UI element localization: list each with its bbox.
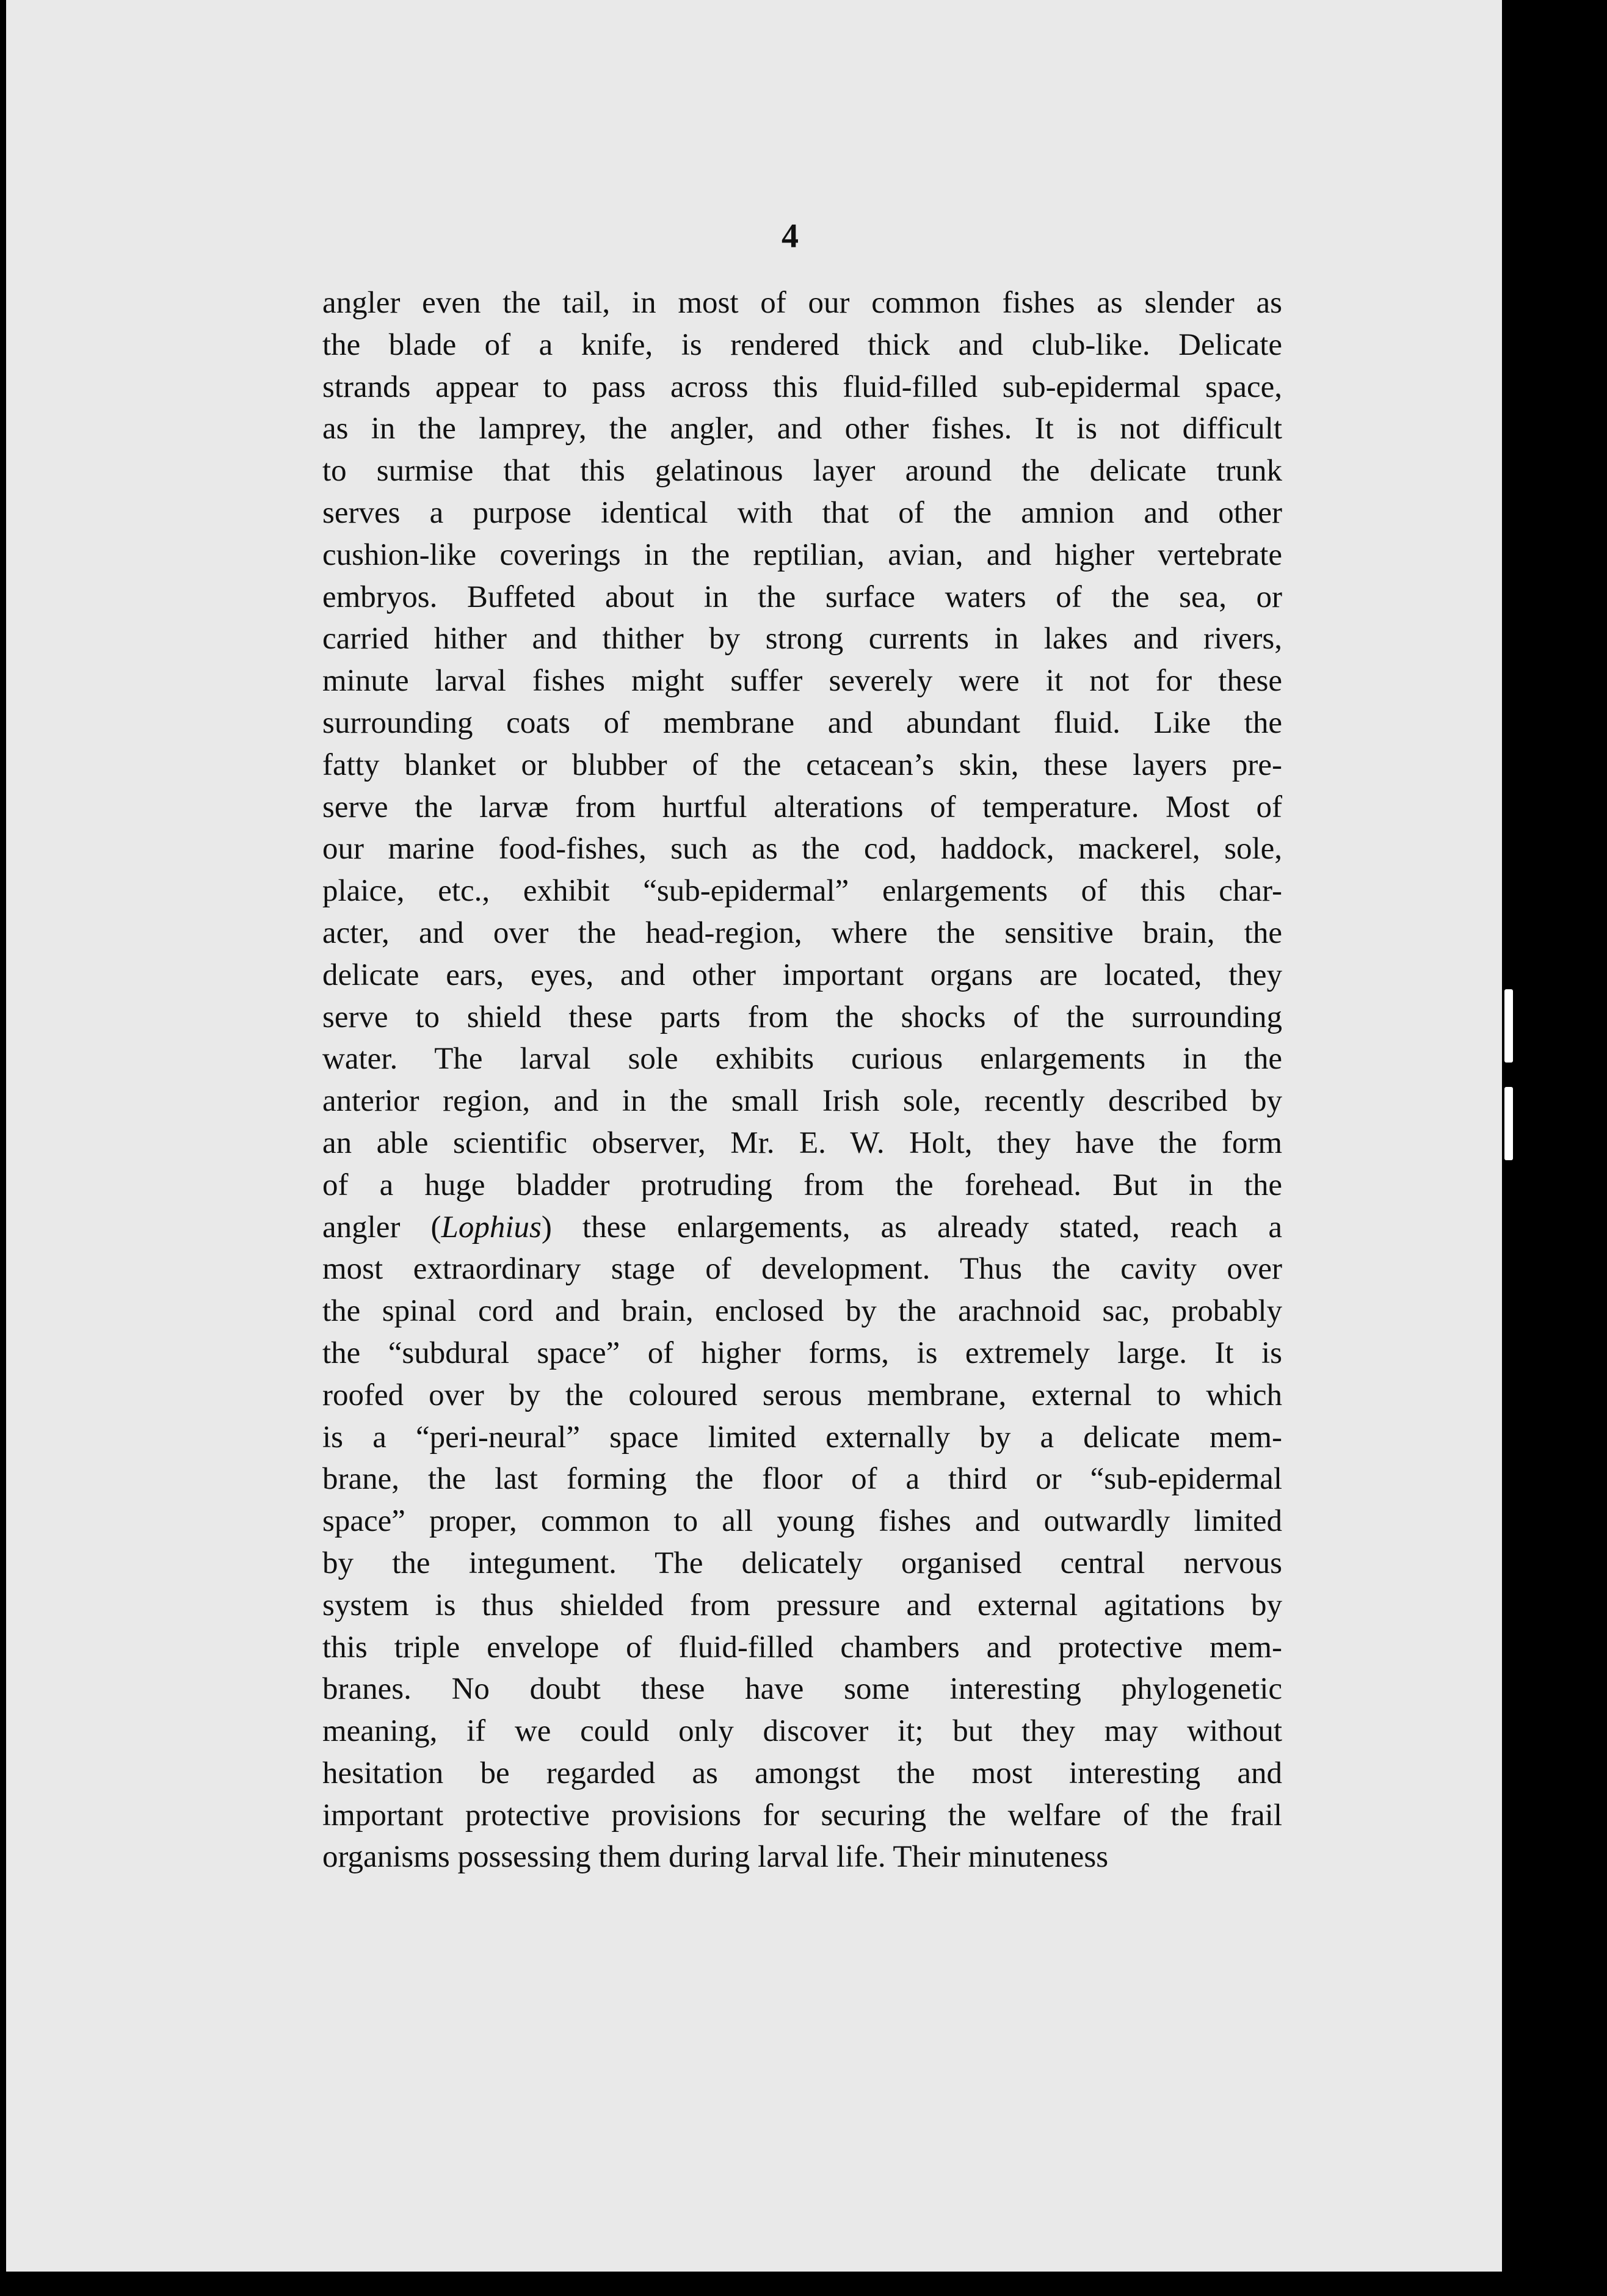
text-line: serve to shield these parts from the shocks of the surrounding: [322, 1000, 1282, 1034]
scan-bottom-border: [0, 2272, 1607, 2296]
text-line: system is thus shielded from pressure and external agitations by: [322, 1588, 1282, 1622]
text-line: organisms possessing them during larval life. Their minuteness: [322, 1840, 1109, 1875]
text-line: is a “peri-neural” space limited externally by a delicate mem-: [322, 1420, 1282, 1455]
text-line: embryos. Buffeted about in the surface waters of the sea, or: [322, 579, 1282, 614]
text-line: strands appear to pass across this fluid-filled sub-epidermal space,: [322, 369, 1282, 404]
text-line: water. The larval sole exhibits curious enlargements in the: [322, 1042, 1282, 1077]
text-line: surrounding coats of membrane and abundant fluid. Like the: [322, 705, 1282, 740]
scan-artifact: [1504, 989, 1513, 1063]
text-line: the “subdural space” of higher forms, is extremely large. It is: [322, 1335, 1282, 1370]
text-line: hesitation be regarded as amongst the most interesting and: [322, 1756, 1282, 1790]
text-line: the spinal cord and brain, enclosed by the arachnoid sac, probably: [322, 1294, 1282, 1329]
text-line: plaice, etc., exhibit “sub-epidermal” enlargements of this char-: [322, 874, 1282, 909]
text-line: cushion-like coverings in the reptilian, avian, and higher vertebrate: [322, 537, 1282, 572]
text-line: our marine food-fishes, such as the cod, haddock, mackerel, sole,: [322, 832, 1282, 866]
text-line: roofed over by the coloured serous membrane, external to which: [322, 1378, 1282, 1412]
text-line: minute larval fishes might suffer severely were it not for these: [322, 664, 1282, 699]
text-line: to surmise that this gelatinous layer around the delicate trunk: [322, 454, 1282, 489]
text-line: space” proper, common to all young fishes and outwardly limited: [322, 1504, 1282, 1539]
italic-genus-name: Lophius: [441, 1210, 542, 1244]
text-line: meaning, if we could only discover it; but they may without: [322, 1714, 1282, 1749]
text-line: carried hither and thither by strong currents in lakes and rivers,: [322, 622, 1282, 656]
text-line: fatty blanket or blubber of the cetacean’s skin, these layers pre-: [322, 747, 1282, 782]
text-line: most extraordinary stage of development. Thus the cavity over: [322, 1252, 1282, 1287]
text-line: angler even the tail, in most of our common fishes as slender as: [322, 286, 1282, 320]
text-line: the blade of a knife, is rendered thick and club-like. Delicate: [322, 327, 1282, 362]
body-text: [322, 282, 1282, 1878]
text-line: serves a purpose identical with that of the amnion and other: [322, 495, 1282, 530]
scanned-page: [6, 0, 1502, 2272]
text-line: of a huge bladder protruding from the forehead. But in the: [322, 1168, 1282, 1202]
text-line: an able scientific observer, Mr. E. W. Holt, they have the form: [322, 1125, 1282, 1160]
text-line: acter, and over the head-region, where the sensitive brain, the: [322, 915, 1282, 950]
text-line: as in the lamprey, the angler, and other fishes. It is not difficult: [322, 412, 1282, 446]
text-line: angler (Lophius) these enlargements, as already stated, reach a: [322, 1210, 1282, 1244]
text-line: branes. No doubt these have some interesting phylogenetic: [322, 1672, 1282, 1707]
text-line: brane, the last forming the floor of a third or “sub-epidermal: [322, 1462, 1282, 1497]
text-line: by the integument. The delicately organised central nervous: [322, 1546, 1282, 1580]
text-line: anterior region, and in the small Irish sole, recently described by: [322, 1084, 1282, 1119]
scan-right-border: [1502, 0, 1607, 2296]
text-line: serve the larvæ from hurtful alterations of temperature. Most of: [322, 790, 1282, 824]
scan-left-border: [0, 0, 6, 2296]
page-number: 4: [782, 217, 799, 255]
scan-artifact: [1504, 1087, 1513, 1160]
text-line: delicate ears, eyes, and other important organs are located, they: [322, 957, 1282, 992]
text-line: important protective provisions for securing the welfare of the frail: [322, 1798, 1282, 1833]
text-line: this triple envelope of fluid-filled chambers and protective mem-: [322, 1630, 1282, 1665]
